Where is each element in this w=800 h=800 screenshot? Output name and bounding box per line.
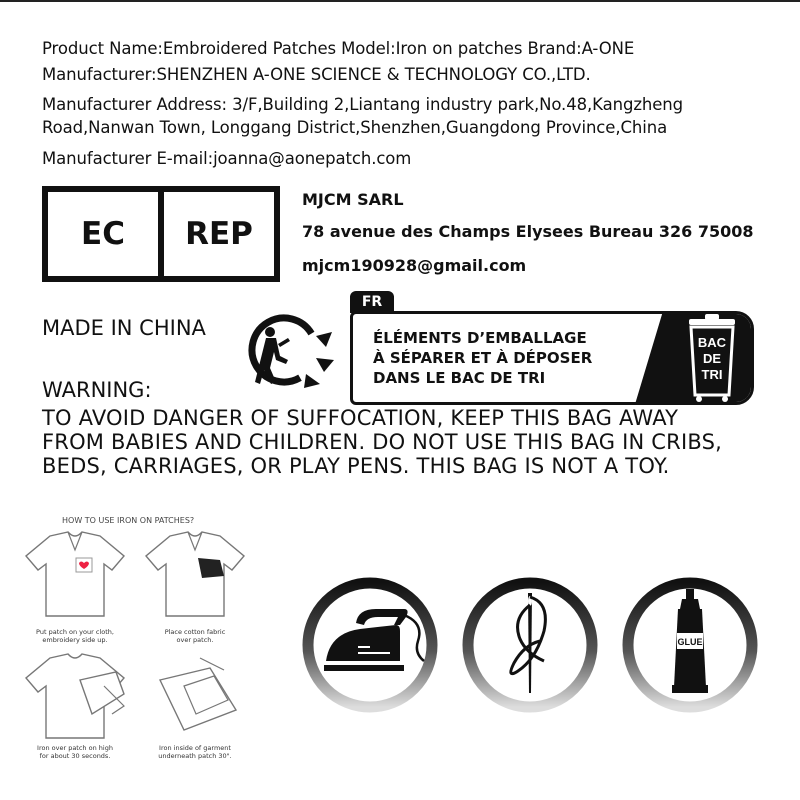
step-1-shirt-patch	[20, 528, 130, 620]
triman-text	[373, 328, 592, 388]
step-3-caption-b: for about 30 seconds.	[39, 752, 111, 760]
triman-text-line-2: À SÉPARER ET À DÉPOSER	[373, 349, 593, 367]
manufacturer-line: Manufacturer:SHENZHEN A-ONE SCIENCE & TECHNOLOGY CO.,LTD.	[42, 65, 591, 84]
warning-title: WARNING:	[42, 378, 152, 402]
bin-text-3: TRI	[701, 367, 723, 382]
address-line-1: Manufacturer Address: 3/F,Building 2,Liantang industry park,No.48,Kangzheng	[42, 95, 684, 114]
step-1-caption	[20, 628, 130, 644]
ec-rep-email: mjcm190928@gmail.com	[302, 256, 527, 275]
step-3-caption-a: Iron over patch on high	[37, 744, 113, 752]
triman-text-line-1: ÉLÉMENTS D’EMBALLAGE	[373, 329, 587, 347]
warning-text	[42, 406, 722, 478]
ec-label: EC	[48, 192, 164, 276]
step-4-caption-a: Iron inside of garment	[159, 744, 231, 752]
needle-thread-icon	[460, 575, 600, 715]
warning-line-3: BEDS, CARRIAGES, OR PLAY PENS. THIS BAG IS NOT A TOY.	[42, 454, 670, 478]
address-line-2: Road,Nanwan Town, Longgang District,Shenzhen,Guangdong Province,China	[42, 118, 668, 137]
step-4-iron-inside	[140, 650, 250, 742]
iron-icon	[300, 575, 440, 715]
glue-tube-icon	[620, 575, 760, 715]
warning-line-1: TO AVOID DANGER OF SUFFOCATION, KEEP THIS BAG AWAY	[42, 406, 679, 430]
step-1-caption-a: Put patch on your cloth,	[36, 628, 114, 636]
step-2-caption-b: over patch.	[176, 636, 214, 644]
step-4-caption	[140, 744, 250, 760]
howto-title: HOW TO USE IRON ON PATCHES?	[62, 516, 195, 525]
warning-line-2: FROM BABIES AND CHILDREN. DO NOT USE THIS BAG IN CRIBS,	[42, 430, 722, 454]
step-2-caption	[140, 628, 250, 644]
ec-rep-company: MJCM SARL	[302, 190, 404, 209]
made-in-china: MADE IN CHINA	[42, 316, 206, 340]
fr-tab: FR	[350, 291, 394, 313]
step-1-caption-b: embroidery side up.	[42, 636, 108, 644]
ec-rep-symbol	[42, 186, 280, 282]
triman-text-line-3: DANS LE BAC DE TRI	[373, 369, 546, 387]
top-border-line	[0, 0, 800, 2]
triman-info-box	[350, 311, 754, 405]
manufacturer-email-line: Manufacturer E-mail:joanna@aonepatch.com	[42, 149, 412, 168]
product-info-line: Product Name:Embroidered Patches Model:Iron on patches Brand:A-ONE	[42, 39, 635, 58]
bin-text-2: DE	[702, 351, 722, 366]
rep-label: REP	[185, 216, 253, 252]
step-2-shirt-fabric	[140, 528, 250, 620]
triman-recycle-icon	[236, 310, 342, 392]
step-4-caption-b: underneath patch 30".	[158, 752, 232, 760]
ec-rep-address: 78 avenue des Champs Elysees Bureau 326 75008	[302, 222, 754, 241]
sorting-bin-panel	[633, 311, 754, 405]
step-3-iron-patch	[20, 650, 130, 742]
step-3-caption	[20, 744, 130, 760]
bin-text-1: BAC	[697, 335, 727, 350]
glue-label: GLUE	[677, 637, 703, 647]
step-2-caption-a: Place cotton fabric	[164, 628, 226, 636]
